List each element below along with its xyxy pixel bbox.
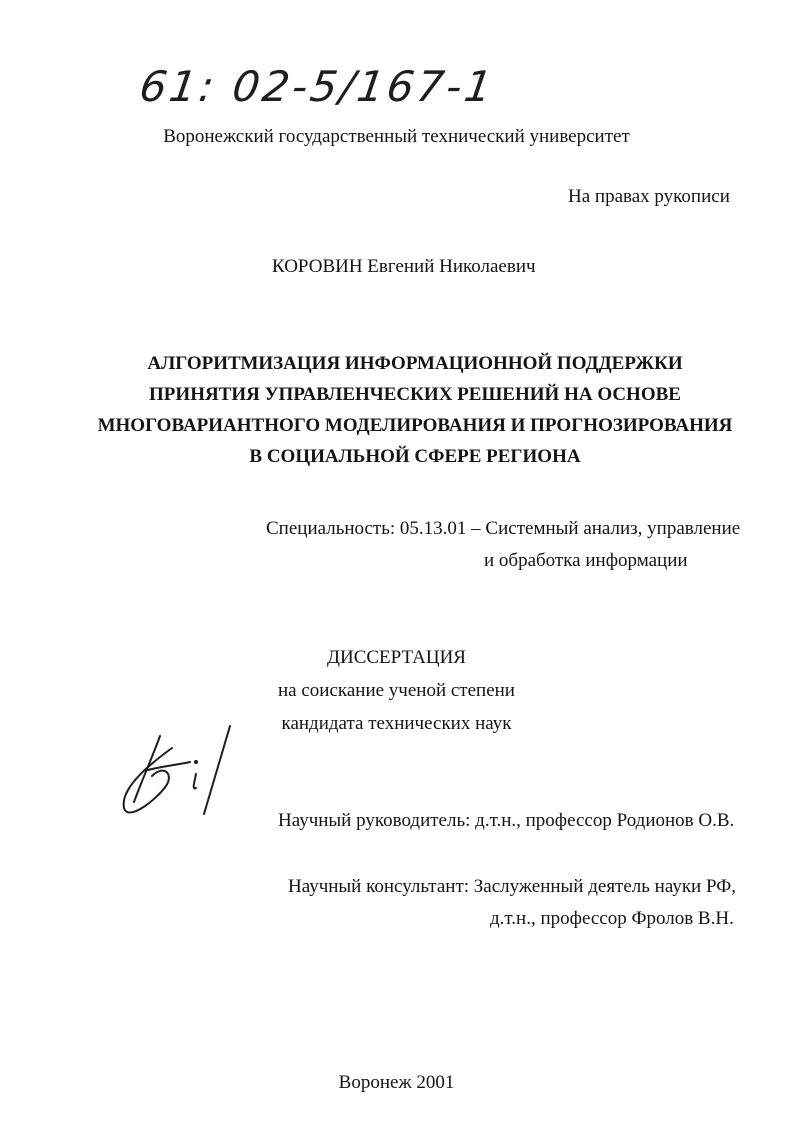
title-line: МНОГОВАРИАНТНОГО МОДЕЛИРОВАНИЯ И ПРОГНОЗИРОВАНИЯ xyxy=(97,415,733,436)
city-year: Воронеж 2001 xyxy=(338,1072,455,1093)
scientific-consultant-line-1: Научный консультант: Заслуженный деятель науки РФ, xyxy=(288,876,736,897)
title-line: В СОЦИАЛЬНОЙ СФЕРЕ РЕГИОНА xyxy=(249,446,581,467)
dissertation-degree: кандидата технических наук xyxy=(281,713,512,734)
scientific-consultant-line-2: д.т.н., профессор Фролов В.Н. xyxy=(490,908,734,929)
specialty-line-1: Специальность: 05.13.01 – Системный анализ, управление xyxy=(266,518,741,539)
dissertation-purpose: на соискание ученой степени xyxy=(278,680,515,701)
rights-note: На правах рукописи xyxy=(568,186,730,207)
specialty-line-2: и обработка информации xyxy=(484,550,688,571)
archive-code-handwritten: 61: 02-5/167-1 xyxy=(136,62,498,111)
university-name: Воронежский государственный технический университет xyxy=(163,126,630,147)
title-line: ПРИНЯТИЯ УПРАВЛЕНЧЕСКИХ РЕШЕНИЙ НА ОСНОВЕ xyxy=(149,384,681,405)
dissertation-title xyxy=(60,348,770,472)
scientific-supervisor: Научный руководитель: д.т.н., профессор Родионов О.В. xyxy=(278,810,735,831)
dissertation-type: ДИССЕРТАЦИЯ xyxy=(327,647,466,668)
handwritten-signature xyxy=(112,718,252,828)
title-line: АЛГОРИТМИЗАЦИЯ ИНФОРМАЦИОННОЙ ПОДДЕРЖКИ xyxy=(147,353,683,374)
author-name: КОРОВИН Евгений Николаевич xyxy=(272,256,536,277)
